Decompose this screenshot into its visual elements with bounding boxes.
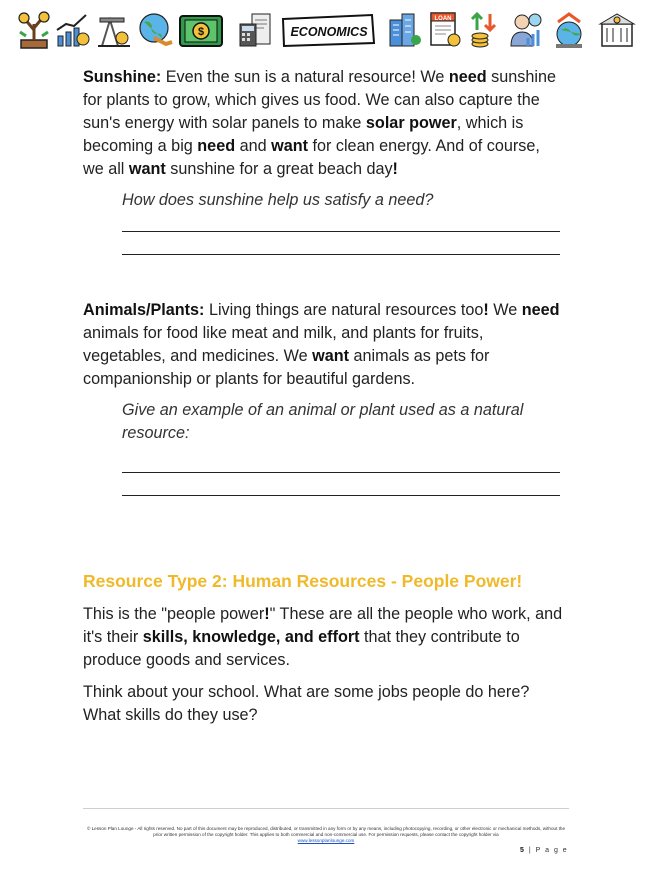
calculator-receipt-icon — [238, 10, 274, 50]
svg-text:ECONOMICS: ECONOMICS — [290, 25, 368, 39]
svg-text:LOAN: LOAN — [434, 16, 452, 22]
worksheet-body — [83, 66, 563, 727]
footer-divider — [83, 808, 569, 809]
section-heading-human-resources: Resource Type 2: Human Resources - People Power! — [83, 571, 523, 591]
global-market-icon — [550, 10, 588, 50]
sunshine-paragraph: Sunshine: Even the sun is a natural resource! We need sunshine for plants to grow, which gives us food. We can also capture the sun's energy with solar panels to make solar power, which is becoming a big need and want for clean energy. And of course, we all want sunshine for a great beach day! — [83, 68, 556, 178]
animals-paragraph: Animals/Plants: Living things are natural resources too! We need animals for food like meat and milk, and plants for fruits, vegetables, and medicines. We want animals as pets for companionship or plants for beautiful gardens. — [83, 301, 560, 388]
animals-term: Animals/Plants: — [83, 301, 205, 319]
svg-text:$: $ — [197, 26, 205, 38]
school-jobs-prompt: Think about your school. What are some jobs people do here? What skills do they use? — [83, 683, 530, 724]
animals-answer-line-2[interactable] — [122, 495, 560, 496]
city-buildings-icon — [386, 10, 422, 50]
website-link[interactable]: www.lessonplanlounge.com — [297, 838, 355, 843]
footer-copyright — [82, 826, 570, 844]
growth-chart-icon — [54, 10, 90, 50]
businessman-icon — [508, 10, 544, 50]
sunshine-term: Sunshine: — [83, 68, 162, 86]
dollar-bill-icon — [178, 10, 224, 50]
economics-banner — [280, 10, 376, 50]
oil-pump-icon — [96, 10, 132, 50]
header-icon-bar — [12, 10, 638, 56]
human-resources-paragraph: This is the "people power!" These are all the people who work, and it's their skills, knowledge, and effort that they contribute to produce goods and services. — [83, 605, 563, 669]
stock-arrows-icon — [468, 10, 504, 50]
bank-store-icon — [598, 10, 636, 50]
loan-document-icon — [428, 10, 464, 50]
copyright-text: © Lesson Plan Lounge - All rights reserved. No part of this document may be reproduced, distributed, or transmitted in any form or by any means, including photocopying, recording, or other electronic or mechanical methods, without the prior written permission of the copyright holder. This applies to both commercial and non-commercial use. For permission requests, please contact the copyright holder via — [86, 826, 566, 837]
animals-question: Give an example of an animal or plant used as a natural resource: — [122, 401, 524, 442]
sunshine-answer-line-1[interactable] — [122, 231, 560, 232]
money-tree-icon — [16, 10, 52, 50]
animals-answer-line-1[interactable] — [122, 472, 560, 473]
globe-trade-icon — [136, 10, 174, 50]
page-number: 5 | P a g e — [520, 847, 569, 854]
sunshine-answer-line-2[interactable] — [122, 254, 560, 255]
sunshine-question: How does sunshine help us satisfy a need? — [122, 191, 434, 209]
